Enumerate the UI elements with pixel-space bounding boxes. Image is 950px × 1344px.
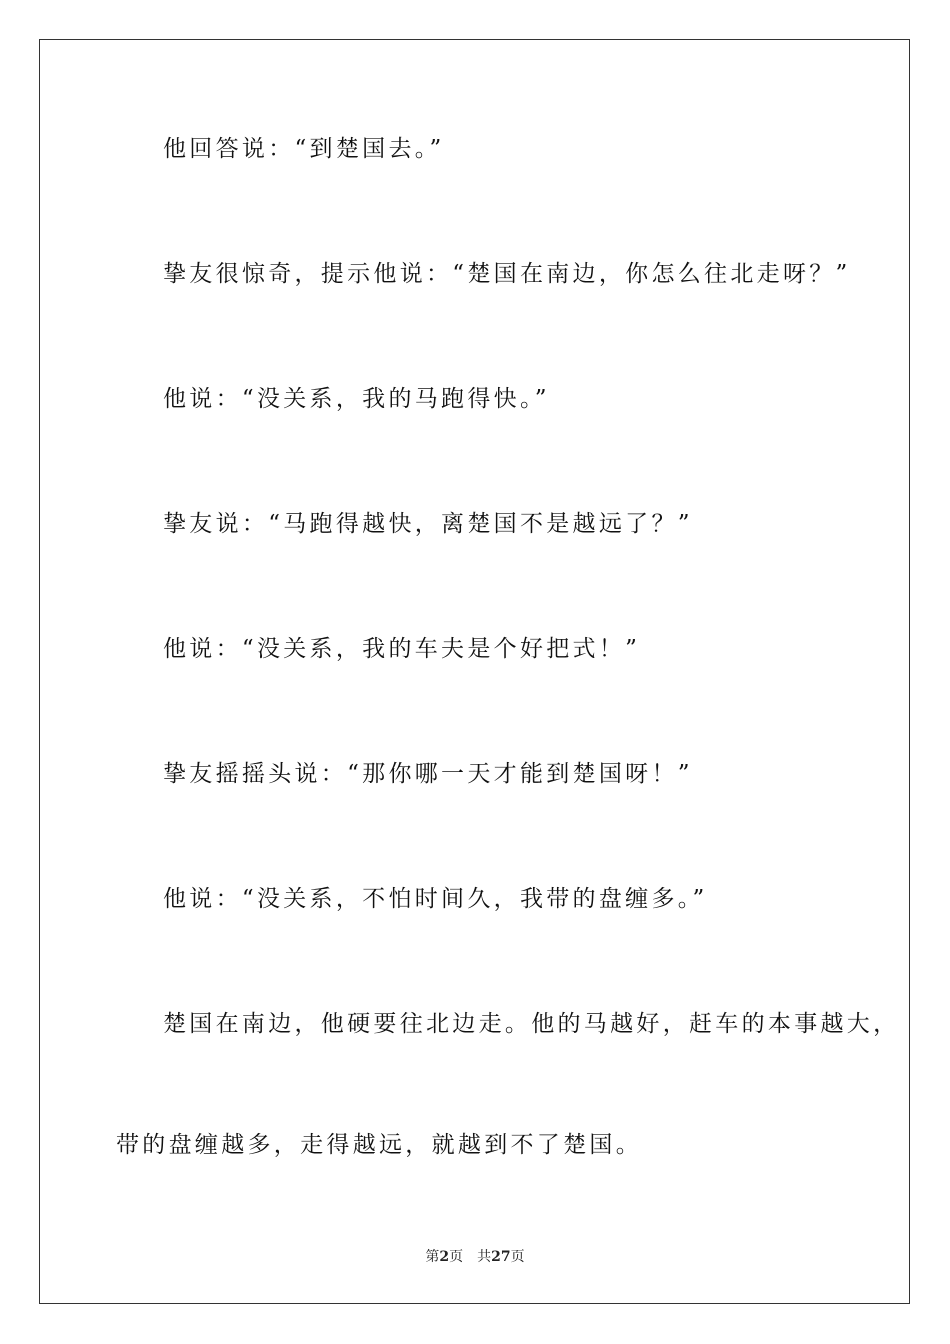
page-footer — [0, 1248, 950, 1266]
paragraph-8-line-1: 楚国在南边，他硬要往北边走。他的马越好，赶车的本事越大， — [163, 1011, 900, 1037]
page-border — [39, 39, 910, 1304]
paragraph-4: 挚友说：“马跑得越快，离楚国不是越远了？” — [163, 511, 693, 537]
paragraph-2: 挚友很惊奇，提示他说：“楚国在南边，你怎么往北走呀？” — [163, 261, 851, 287]
paragraph-5: 他说：“没关系，我的车夫是个好把式！” — [163, 636, 641, 662]
paragraph-6: 挚友摇摇头说：“那你哪一天才能到楚国呀！” — [163, 761, 693, 787]
paragraph-1: 他回答说：“到楚国去。” — [163, 136, 445, 162]
page-prefix: 第 — [425, 1249, 440, 1265]
total-suffix: 页 — [510, 1249, 525, 1265]
paragraph-8-line-2: 带的盘缠越多，走得越远，就越到不了楚国。 — [116, 1132, 642, 1158]
total-pages: 27 — [491, 1249, 511, 1265]
paragraph-7: 他说：“没关系，不怕时间久，我带的盘缠多。” — [163, 886, 708, 912]
page-suffix: 页 — [449, 1249, 464, 1265]
paragraph-3: 他说：“没关系，我的马跑得快。” — [163, 386, 550, 412]
total-prefix: 共 — [477, 1249, 492, 1265]
page-number: 2 — [439, 1249, 450, 1265]
